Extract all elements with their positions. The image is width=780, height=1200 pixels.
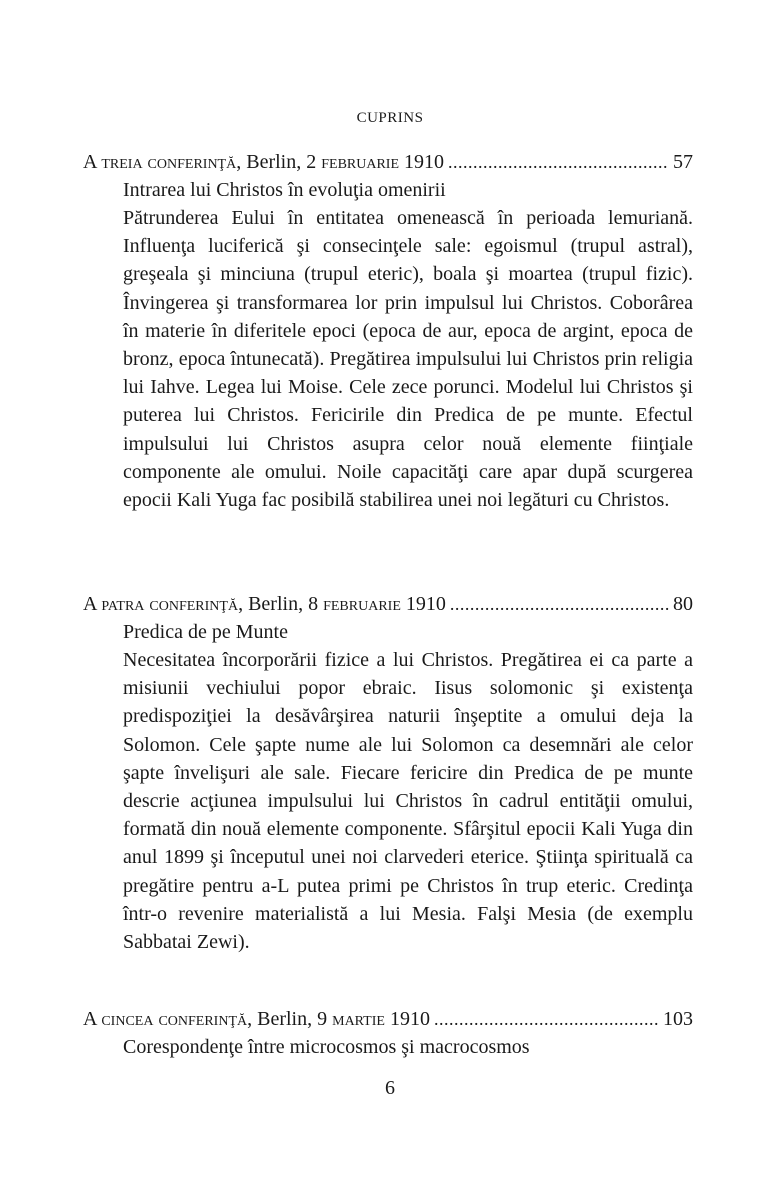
toc-entry-subtitle: Predica de pe Munte [123, 621, 288, 643]
toc-entry-title: A patra conferinţă, Berlin, 8 februarie 1910 [83, 593, 446, 615]
toc-entry-title: A treia conferinţă, Berlin, 2 februarie 1910 [83, 151, 445, 173]
leader-dots [434, 1005, 659, 1033]
toc-entry [83, 590, 693, 956]
toc-entry-title: A cincea conferinţă, Berlin, 9 martie 1910 [83, 1008, 430, 1030]
toc-entry-summary: Pătrunderea Eului în entitatea omenească în perioada lemuriană. Influenţa luciferică şi consecinţele sale: egoismul (trupul astral), greşeala şi minciuna (trupul eteric), boala şi moartea (trupul fizic). Învingerea şi transformarea lor prin impulsul lui Christos. Coborârea în materie în diferitele epoci (epoca de aur, epoca de argint, epoca de bronz, epoca întunecată). Pregătirea impulsului lui Christos prin religia lui Iahve. Legea lui Moise. Cele zece porunci. Modelul lui Christos şi puterea lui Christos. Fericirile din Predica de pe munte. Efectul impulsului lui Christos asupra celor nouă elemente fiinţiale componente ale omului. Noile capacităţi care apar după scurgerea epocii Kali Yuga fac posibilă stabilirea unei noi legături cu Christos. [123, 207, 693, 512]
toc-entry [83, 1005, 693, 1061]
toc-page-number: 103 [663, 1008, 693, 1030]
leader-dots [450, 590, 669, 618]
toc-page-number: 57 [673, 151, 693, 173]
running-head: CUPRINS [356, 110, 424, 126]
toc-entry-subtitle: Intrarea lui Christos în evoluţia omenirii [123, 179, 446, 201]
toc-entry-heading[interactable] [83, 590, 693, 618]
toc-entry [83, 148, 693, 514]
toc-entry-heading[interactable] [83, 1005, 693, 1033]
toc-entry-subtitle: Corespondenţe între microcosmos şi macrocosmos [123, 1036, 530, 1058]
page-number: 6 [385, 1077, 395, 1099]
leader-dots [448, 148, 669, 176]
toc-entry-heading[interactable] [83, 148, 693, 176]
toc-entry-summary: Necesitatea încorporării fizice a lui Christos. Pregătirea ei ca parte a misiunii vechiului popor ebraic. Iisus solomonic şi existenţa predispoziţiei la desăvârşirea naturii înşeptite a omului deja la Solomon. Cele şapte nume ale lui Solomon ca desemnări ale celor şapte învelişuri ale sale. Fiecare fericire din Predica de pe munte descrie acţiunea impulsului lui Christos în cadrul entităţii omului, formată din nouă elemente componente. Sfârşitul epocii Kali Yuga din anul 1899 şi începutul unei noi clarvederi eterice. Ştiinţa spirituală ca pregătire pentru a-L putea primi pe Christos în trup eteric. Credinţa într-o revenire materialistă a lui Mesia. Falşi Mesia (de exemplu Sabbatai Zewi). [123, 649, 693, 954]
toc-page-number: 80 [673, 593, 693, 615]
